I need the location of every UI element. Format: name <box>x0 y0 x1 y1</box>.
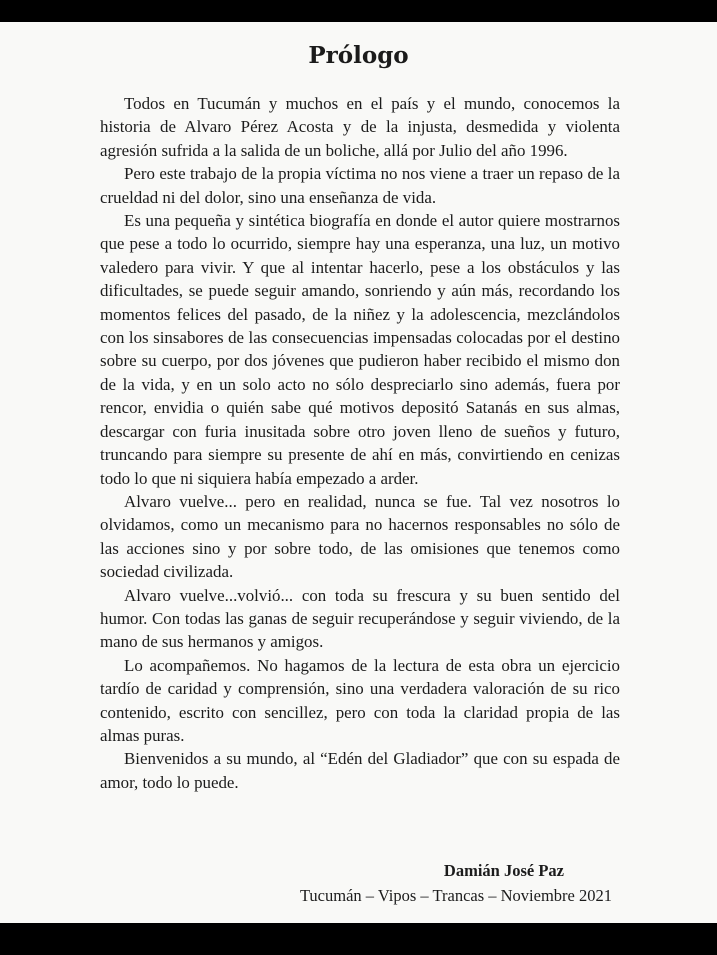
paragraph: Bienvenidos a su mundo, al “Edén del Gladiador” que con su espada de amor, todo lo puede. <box>100 749 620 792</box>
paragraph: Todos en Tucumán y muchos en el país y el mundo, conocemos la historia de Alvaro Pérez Acosta y de la injusta, desmedida y violenta agresión sufrida a la salida de un boliche, allá por Julio del año 1996. <box>100 94 620 160</box>
author-name: Damián José Paz <box>443 861 564 880</box>
paragraph: Lo acompañemos. No hagamos de la lectura de esta obra un ejercicio tardío de caridad y comprensión, sino una verdadera valoración de su rico contenido, escrito con sencillez, pero con toda la claridad propia de las almas puras. <box>100 655 620 745</box>
document-page <box>0 22 717 923</box>
signature-block <box>250 860 612 910</box>
paragraph: Alvaro vuelve...volvió... con toda su frescura y su buen sentido del humor. Con todas las ganas de seguir recuperándose y seguir viviendo, de la mano de sus hermanos y amigos. <box>100 585 620 652</box>
paragraph: Es una pequeña y sintética biografía en donde el autor quiere mostrarnos que pese a todo lo ocurrido, siempre hay una esperanza, una luz, un motivo valedero para vivir. Y que al intentar hacerlo, pese a los obstáculos y las dificultades, se puede seguir amando, sonriendo y aún más, recordando los momentos felices del pasado, de la niñez y la adolescencia, mezclándolos con los sinsabores de las consecuencias impensadas colocadas por el destino sobre su cuerpo, por dos jóvenes que pudieron haber recibido el mismo don de la vida, y en un solo acto no sólo despreciarlo sino además, fuera por rencor, envidia o quién sabe qué motivos depositó Satanás en sus almas, descargar con furia inusitada sobre otro joven lleno de sueños y futuro, truncando para siempre su presente de ahí en más, convirtiendo en cenizas todo lo que ni siquiera había empezado a arder. <box>100 211 620 488</box>
paragraph: Pero este trabajo de la propia víctima no nos viene a traer un repaso de la crueldad ni del dolor, sino una enseñanza de vida. <box>100 164 620 207</box>
page-title: Prólogo <box>308 42 409 69</box>
prologue-body <box>100 92 620 794</box>
paragraph: Alvaro vuelve... pero en realidad, nunca se fue. Tal vez nosotros lo olvidamos, como un mecanismo para no hacernos responsables no sólo de las acciones sino y por sobre todo, de las omisiones que tenemos como sociedad civilizada. <box>100 491 620 582</box>
place-date: Tucumán – Vipos – Trancas – Noviembre 2021 <box>299 886 612 905</box>
